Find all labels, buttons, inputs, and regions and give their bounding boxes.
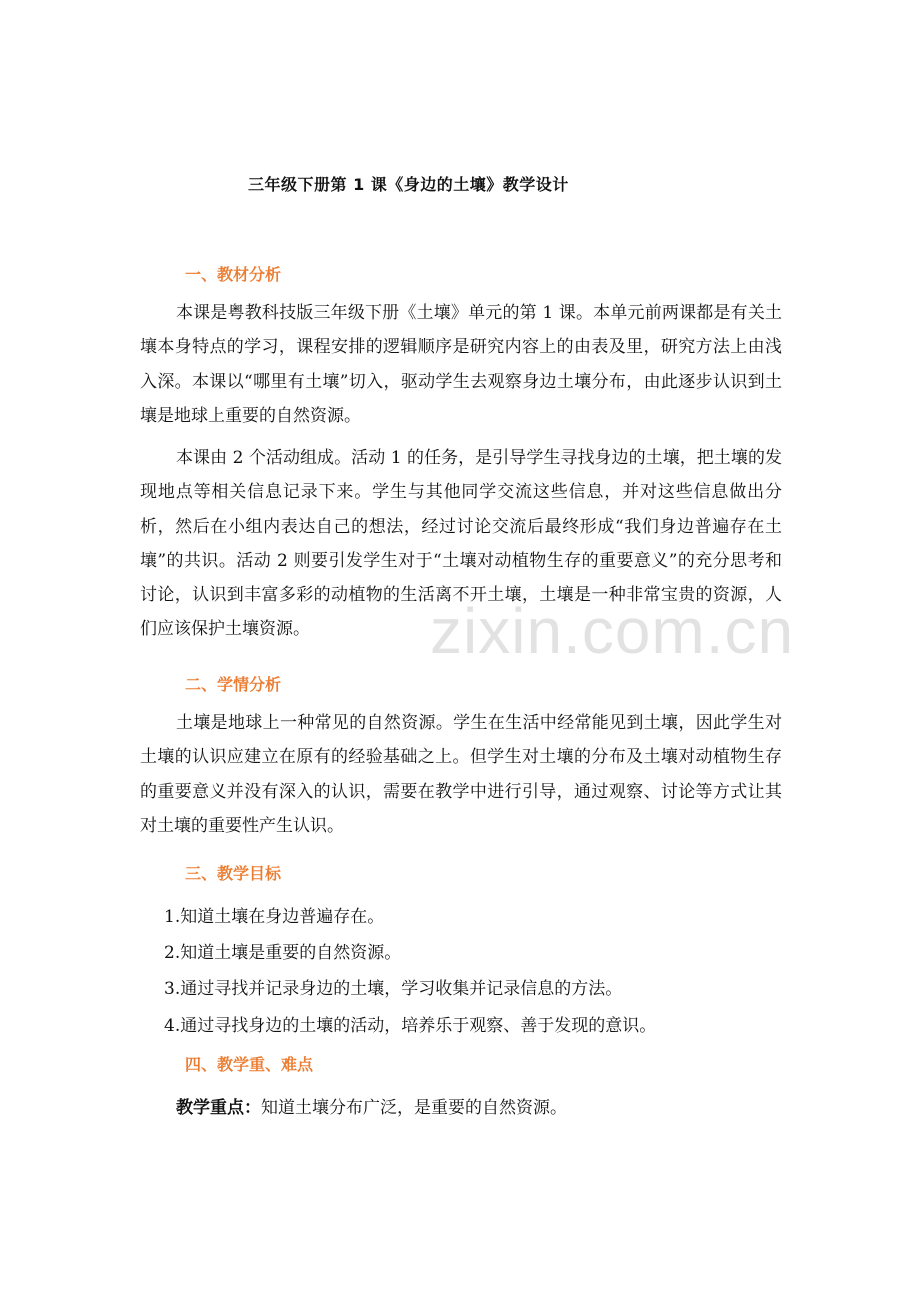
paragraph-student-analysis: 土壤是地球上一种常见的自然资源。学生在生活中经常能见到土壤，因此学生对土壤的认识应建立在原有的经验基础之上。但学生对土壤的分布及土壤对动植物生存的重要意义并没有深入的认识，需要在教学中进行引导，通过观察、讨论等方式让其对土壤的重要性产生认识。 xyxy=(140,713,782,836)
objective-item-3: 3.通过寻找并记录身边的土壤，学习收集并记录信息的方法。 xyxy=(164,979,623,999)
section-heading-textbook-analysis: 一、教材分析 xyxy=(185,265,282,284)
watermark: zixin.com.cn xyxy=(430,595,795,667)
key-point-line xyxy=(176,1093,567,1118)
document-title: 三年级下册第 1 课《身边的土壤》教学设计 xyxy=(248,175,569,194)
section-heading-teaching-objectives: 三、教学目标 xyxy=(185,864,282,883)
section-heading-student-analysis: 二、学情分析 xyxy=(185,675,282,694)
objective-item-4: 4.通过寻找身边的土壤的活动，培养乐于观察、善于发现的意识。 xyxy=(164,1016,657,1036)
objective-item-1: 1.知道土壤在身边普遍存在。 xyxy=(164,907,385,927)
key-point-label: 教学重点： xyxy=(176,1098,261,1118)
section-heading-key-difficult-points: 四、教学重、难点 xyxy=(185,1055,314,1074)
key-point-text: 知道土壤分布广泛，是重要的自然资源。 xyxy=(261,1098,567,1118)
paragraph-textbook-analysis-2: 本课由 2 个活动组成。活动 1 的任务，是引导学生寻找身边的土壤，把土壤的发现地点等相关信息记录下来。学生与其他同学交流这些信息，并对这些信息做出分析，然后在小组内表达自己的想法，经过讨论交流后最终形成“我们身边普遍存在土壤”的共识。活动 2 则要引发学生对于“土壤对动植物生存的重要意义”的充分思考和讨论，认识到丰富多彩的动植物的生活离不开土壤，土壤是一种非常宝贵的资源，人们应该保护土壤资源。 xyxy=(140,448,782,640)
paragraph-textbook-analysis-1: 本课是粤教科技版三年级下册《土壤》单元的第 1 课。本单元前两课都是有关土壤本身特点的学习，课程安排的逻辑顺序是研究内容上的由表及里，研究方法上由浅入深。本课以“哪里有土壤”切入，驱动学生去观察身边土壤分布，由此逐步认识到土壤是地球上重要的自然资源。 xyxy=(140,303,782,426)
objective-item-2: 2.知道土壤是重要的自然资源。 xyxy=(164,943,402,963)
